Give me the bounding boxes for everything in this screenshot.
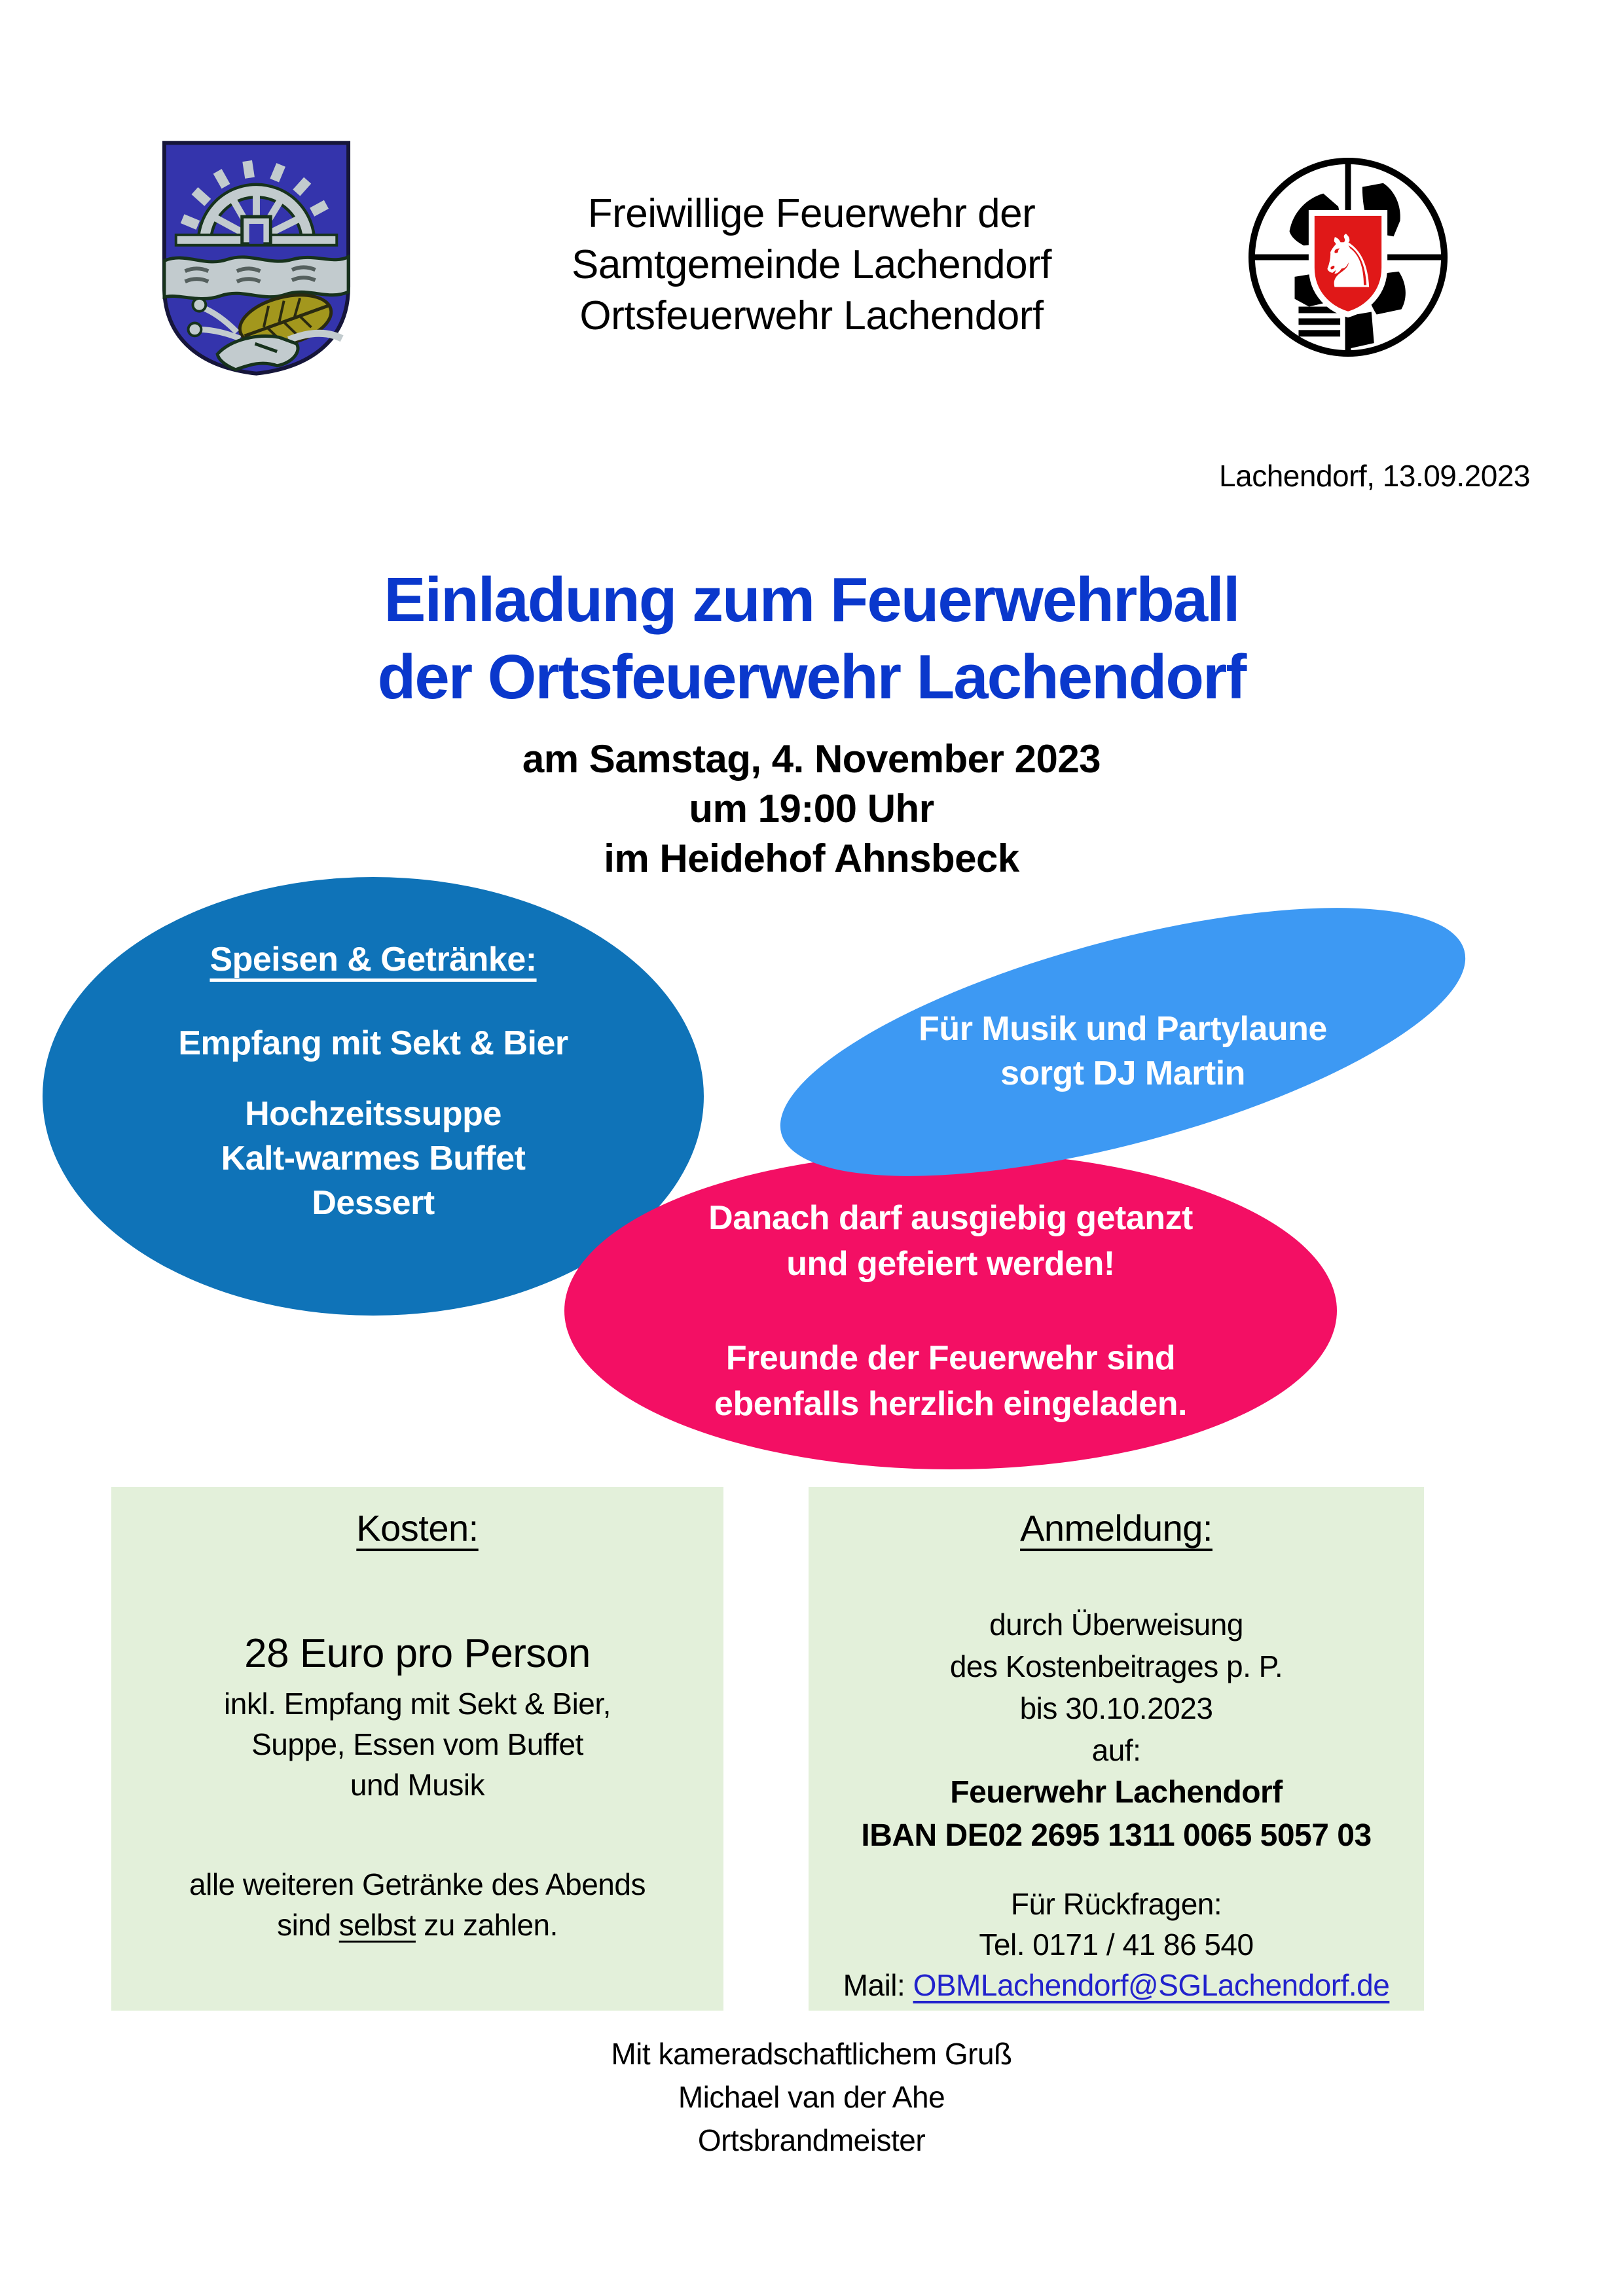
cost-note-part: zu zahlen. (415, 1908, 558, 1942)
cost-note-part: sind (277, 1908, 339, 1942)
title-line: der Ortsfeuerwehr Lachendorf (377, 642, 1246, 712)
food-bubble-line: Dessert (312, 1184, 435, 1222)
title-line: Einladung zum Feuerwehrball (384, 565, 1239, 635)
price: 28 Euro pro Person (244, 1631, 591, 1676)
party-bubble-line: Freunde der Feuerwehr sind (725, 1339, 1176, 1377)
food-bubble-line: Hochzeitssuppe (245, 1095, 501, 1133)
music-bubble-line: Für Musik und Partylaune (919, 1010, 1327, 1048)
letterhead (0, 188, 1623, 342)
cost-detail: Suppe, Essen vom Buffet (251, 1727, 583, 1761)
mail-line (843, 1965, 1390, 2005)
registration-line: auf: (1091, 1733, 1141, 1767)
contact-heading: Für Rückfragen: (1010, 1887, 1222, 1921)
food-bubble-heading: Speisen & Getränke: (210, 941, 537, 978)
music-bubble-line: sorgt DJ Martin (1000, 1054, 1245, 1092)
party-bubble-line: und gefeiert werden! (786, 1245, 1115, 1283)
party-bubble (564, 1152, 1337, 1469)
white-horse-icon: ♞ (1315, 220, 1381, 305)
place-date: Lachendorf, 13.09.2023 (1219, 459, 1530, 493)
iban: IBAN DE02 2695 1311 0065 5057 03 (861, 1818, 1372, 1853)
event-date: am Samstag, 4. November 2023 (522, 737, 1101, 781)
event-details (0, 734, 1623, 884)
cost-note: alle weiteren Getränke des Abends (189, 1867, 646, 1901)
event-time: um 19:00 Uhr (689, 787, 934, 831)
registration-box (809, 1487, 1424, 2011)
party-bubble-line: Danach darf ausgiebig getanzt (708, 1199, 1193, 1237)
signer-name: Michael van der Ahe (678, 2080, 945, 2114)
food-bubble-line: Empfang mit Sekt & Bier (178, 1024, 568, 1062)
letterhead-line: Freiwillige Feuerwehr der (587, 191, 1036, 236)
mail-label: Mail: (843, 1968, 905, 2002)
signer-title: Ortsbrandmeister (697, 2123, 926, 2157)
signature-block (0, 2032, 1623, 2162)
music-bubble-text (769, 1007, 1476, 1096)
event-location: im Heidehof Ahnsbeck (604, 836, 1019, 880)
letterhead-line: Ortsfeuerwehr Lachendorf (579, 293, 1044, 338)
cost-detail: und Musik (350, 1768, 485, 1802)
cost-detail: inkl. Empfang mit Sekt & Bier, (224, 1687, 611, 1721)
registration-line: durch Überweisung (989, 1607, 1243, 1641)
cost-note (277, 1905, 558, 1945)
registration-heading: Anmeldung: (1020, 1507, 1213, 1549)
email-link[interactable]: OBMLachendorf@SGLachendorf.de (913, 1968, 1390, 2002)
registration-deadline: bis 30.10.2023 (1019, 1691, 1213, 1725)
cost-heading: Kosten: (356, 1507, 479, 1549)
letterhead-line: Samtgemeinde Lachendorf (572, 242, 1051, 287)
registration-line: des Kostenbeitrages p. P. (949, 1649, 1283, 1683)
invitation-title (0, 562, 1623, 716)
phone-number: Tel. 0171 / 41 86 540 (979, 1928, 1254, 1962)
food-bubble-line: Kalt-warmes Buffet (221, 1139, 526, 1177)
cost-box (111, 1487, 723, 2011)
account-name: Feuerwehr Lachendorf (950, 1775, 1283, 1810)
cost-note-underlined: selbst (338, 1908, 416, 1942)
party-bubble-line: ebenfalls herzlich eingeladen. (714, 1385, 1187, 1423)
closing-greeting: Mit kameradschaftlichem Gruß (611, 2037, 1012, 2071)
